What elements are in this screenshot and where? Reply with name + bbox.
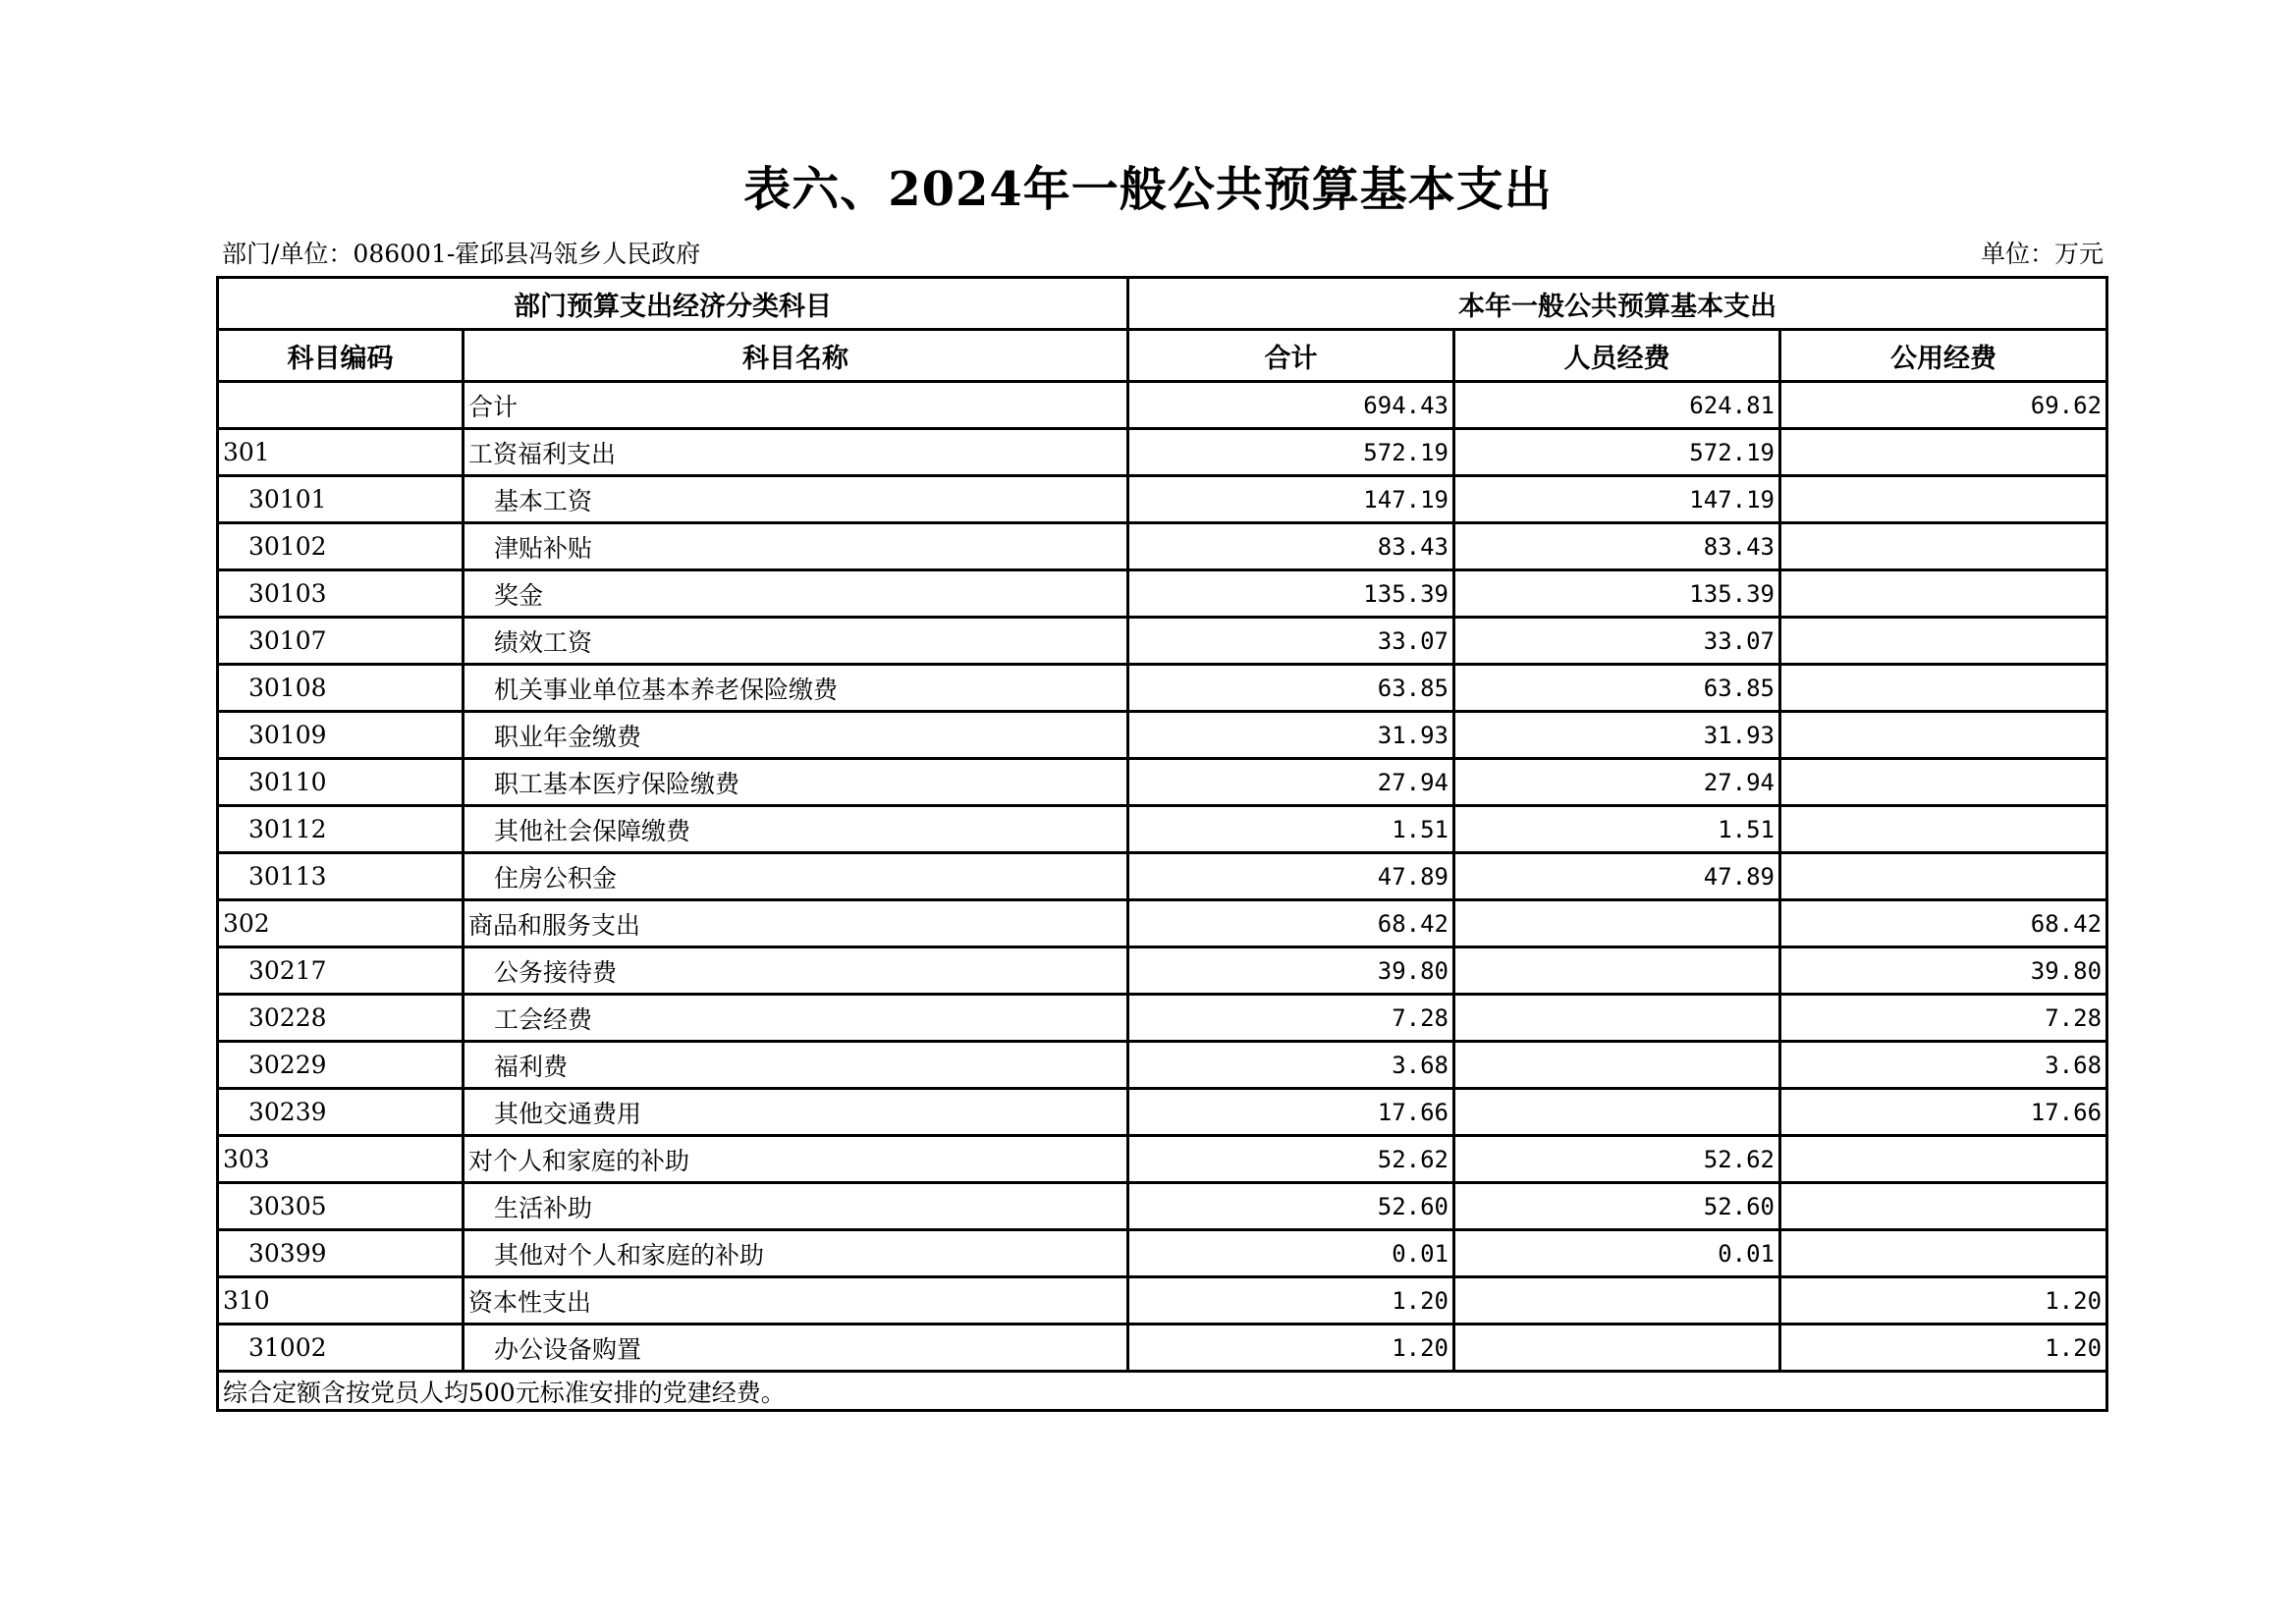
header-basic-expenditure: 本年一般公共预算基本支出 — [1128, 278, 2107, 330]
cell-personnel — [1454, 1089, 1780, 1136]
note-text: 综合定额含按党员人均500元标准安排的党建经费。 — [218, 1372, 2107, 1411]
table-row — [218, 665, 2107, 712]
cell-name: 绩效工资 — [464, 618, 1128, 665]
cell-personnel: 27.94 — [1454, 759, 1780, 806]
cell-code: 301 — [218, 429, 464, 476]
cell-total: 694.43 — [1128, 382, 1454, 429]
cell-total: 1.20 — [1128, 1325, 1454, 1372]
table-row — [218, 429, 2107, 476]
cell-public: 1.20 — [1780, 1325, 2107, 1372]
cell-public — [1780, 806, 2107, 853]
cell-name: 商品和服务支出 — [464, 900, 1128, 947]
cell-total: 135.39 — [1128, 570, 1454, 618]
cell-name: 其他社会保障缴费 — [464, 806, 1128, 853]
cell-code: 303 — [218, 1136, 464, 1183]
cell-total: 3.68 — [1128, 1042, 1454, 1089]
header-name: 科目名称 — [464, 330, 1128, 382]
cell-code: 31002 — [218, 1325, 464, 1372]
cell-code: 30107 — [218, 618, 464, 665]
cell-personnel — [1454, 1042, 1780, 1089]
cell-personnel: 52.60 — [1454, 1183, 1780, 1230]
table-row — [218, 900, 2107, 947]
cell-personnel — [1454, 1277, 1780, 1325]
cell-personnel: 52.62 — [1454, 1136, 1780, 1183]
cell-total: 47.89 — [1128, 853, 1454, 900]
header-group-row — [218, 278, 2107, 330]
table-row — [218, 1136, 2107, 1183]
table-row — [218, 712, 2107, 759]
cell-personnel — [1454, 947, 1780, 995]
cell-public — [1780, 712, 2107, 759]
cell-total: 52.60 — [1128, 1183, 1454, 1230]
table-row — [218, 853, 2107, 900]
cell-public — [1780, 759, 2107, 806]
cell-public — [1780, 853, 2107, 900]
table-header — [218, 278, 2107, 382]
cell-name: 奖金 — [464, 570, 1128, 618]
cell-public: 69.62 — [1780, 382, 2107, 429]
cell-code: 30305 — [218, 1183, 464, 1230]
cell-total: 63.85 — [1128, 665, 1454, 712]
cell-personnel: 0.01 — [1454, 1230, 1780, 1277]
cell-code: 30113 — [218, 853, 464, 900]
table-row — [218, 1183, 2107, 1230]
cell-code: 30228 — [218, 995, 464, 1042]
cell-name: 资本性支出 — [464, 1277, 1128, 1325]
cell-name: 职工基本医疗保险缴费 — [464, 759, 1128, 806]
cell-name: 工会经费 — [464, 995, 1128, 1042]
table-row — [218, 1042, 2107, 1089]
cell-public — [1780, 1136, 2107, 1183]
table-row — [218, 618, 2107, 665]
cell-public — [1780, 523, 2107, 570]
cell-name: 对个人和家庭的补助 — [464, 1136, 1128, 1183]
cell-total: 27.94 — [1128, 759, 1454, 806]
cell-public — [1780, 618, 2107, 665]
cell-code: 30239 — [218, 1089, 464, 1136]
cell-personnel: 147.19 — [1454, 476, 1780, 523]
cell-public — [1780, 665, 2107, 712]
cell-code: 30102 — [218, 523, 464, 570]
cell-name: 公务接待费 — [464, 947, 1128, 995]
table-row — [218, 1089, 2107, 1136]
cell-personnel: 624.81 — [1454, 382, 1780, 429]
cell-name: 办公设备购置 — [464, 1325, 1128, 1372]
cell-name: 生活补助 — [464, 1183, 1128, 1230]
cell-code: 30399 — [218, 1230, 464, 1277]
cell-code: 30101 — [218, 476, 464, 523]
table-row — [218, 947, 2107, 995]
cell-code: 302 — [218, 900, 464, 947]
budget-table — [216, 276, 2108, 1412]
cell-total: 7.28 — [1128, 995, 1454, 1042]
cell-total: 68.42 — [1128, 900, 1454, 947]
cell-name: 工资福利支出 — [464, 429, 1128, 476]
table-body — [218, 382, 2107, 1372]
cell-personnel — [1454, 900, 1780, 947]
cell-name: 基本工资 — [464, 476, 1128, 523]
cell-code — [218, 382, 464, 429]
table-row — [218, 476, 2107, 523]
cell-code: 30109 — [218, 712, 464, 759]
cell-code: 310 — [218, 1277, 464, 1325]
cell-name: 职业年金缴费 — [464, 712, 1128, 759]
cell-total: 39.80 — [1128, 947, 1454, 995]
cell-public: 68.42 — [1780, 900, 2107, 947]
cell-name: 机关事业单位基本养老保险缴费 — [464, 665, 1128, 712]
cell-name: 福利费 — [464, 1042, 1128, 1089]
cell-public: 7.28 — [1780, 995, 2107, 1042]
cell-total: 1.51 — [1128, 806, 1454, 853]
header-public: 公用经费 — [1780, 330, 2107, 382]
cell-personnel: 1.51 — [1454, 806, 1780, 853]
cell-personnel: 135.39 — [1454, 570, 1780, 618]
cell-personnel — [1454, 1325, 1780, 1372]
cell-personnel: 47.89 — [1454, 853, 1780, 900]
cell-public — [1780, 476, 2107, 523]
cell-code: 30110 — [218, 759, 464, 806]
cell-personnel — [1454, 995, 1780, 1042]
cell-total: 17.66 — [1128, 1089, 1454, 1136]
cell-public: 3.68 — [1780, 1042, 2107, 1089]
cell-personnel: 63.85 — [1454, 665, 1780, 712]
note-row — [218, 1372, 2107, 1411]
table-row — [218, 1277, 2107, 1325]
cell-total: 52.62 — [1128, 1136, 1454, 1183]
cell-code: 30103 — [218, 570, 464, 618]
table-row — [218, 382, 2107, 429]
department-label: 部门/单位：086001-霍邱县冯瓴乡人民政府 — [222, 240, 701, 268]
cell-personnel: 83.43 — [1454, 523, 1780, 570]
table-row — [218, 523, 2107, 570]
header-economic-classification: 部门预算支出经济分类科目 — [218, 278, 1128, 330]
cell-public — [1780, 570, 2107, 618]
table-row — [218, 1325, 2107, 1372]
cell-total: 1.20 — [1128, 1277, 1454, 1325]
table-row — [218, 759, 2107, 806]
header-column-row — [218, 330, 2107, 382]
header-personnel: 人员经费 — [1454, 330, 1780, 382]
cell-public: 17.66 — [1780, 1089, 2107, 1136]
cell-code: 30217 — [218, 947, 464, 995]
table-row — [218, 995, 2107, 1042]
cell-public: 39.80 — [1780, 947, 2107, 995]
cell-name: 住房公积金 — [464, 853, 1128, 900]
cell-total: 147.19 — [1128, 476, 1454, 523]
cell-personnel: 33.07 — [1454, 618, 1780, 665]
cell-total: 33.07 — [1128, 618, 1454, 665]
cell-public — [1780, 1230, 2107, 1277]
cell-total: 31.93 — [1128, 712, 1454, 759]
unit-label: 单位：万元 — [1980, 240, 2104, 268]
cell-name: 津贴补贴 — [464, 523, 1128, 570]
cell-name: 其他对个人和家庭的补助 — [464, 1230, 1128, 1277]
cell-name: 其他交通费用 — [464, 1089, 1128, 1136]
cell-personnel: 31.93 — [1454, 712, 1780, 759]
table-row — [218, 806, 2107, 853]
cell-public — [1780, 429, 2107, 476]
cell-code: 30108 — [218, 665, 464, 712]
cell-code: 30229 — [218, 1042, 464, 1089]
header-total: 合计 — [1128, 330, 1454, 382]
cell-total: 572.19 — [1128, 429, 1454, 476]
cell-total: 0.01 — [1128, 1230, 1454, 1277]
cell-personnel: 572.19 — [1454, 429, 1780, 476]
cell-total: 83.43 — [1128, 523, 1454, 570]
cell-public — [1780, 1183, 2107, 1230]
cell-name: 合计 — [464, 382, 1128, 429]
page-title: 表六、2024年一般公共预算基本支出 — [743, 162, 1553, 217]
cell-code: 30112 — [218, 806, 464, 853]
table-row — [218, 1230, 2107, 1277]
cell-public: 1.20 — [1780, 1277, 2107, 1325]
table-row — [218, 570, 2107, 618]
header-code: 科目编码 — [218, 330, 464, 382]
